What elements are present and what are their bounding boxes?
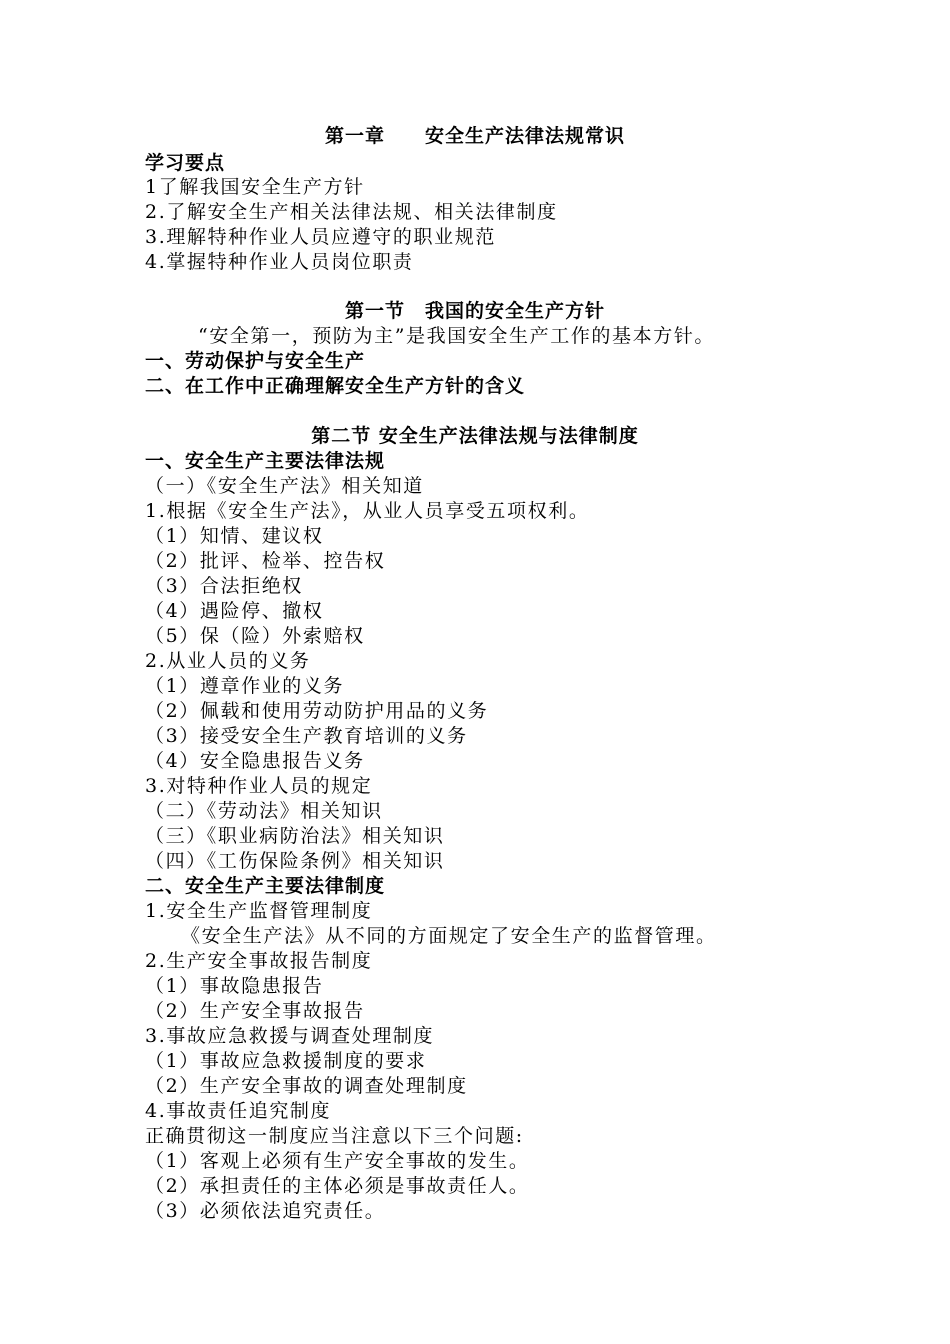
list-item: 2.从业人员的义务: [145, 650, 311, 672]
list-item: （3）合法拒绝权: [145, 575, 303, 597]
list-item: （2）承担责任的主体必须是事故责任人。: [145, 1175, 530, 1197]
list-item: （1）知情、建议权: [145, 525, 324, 547]
list-item: 1.安全生产监督管理制度: [145, 900, 373, 922]
study-point-item: 1了解我国安全生产方针: [145, 176, 365, 198]
list-item: 1.根据《安全生产法》，从业人员享受五项权利。: [145, 500, 590, 522]
list-item: （2）生产安全事故报告: [145, 1000, 365, 1022]
list-item: （一）《安全生产法》相关知道: [145, 475, 424, 497]
list-item: 3.对特种作业人员的规定: [145, 775, 373, 797]
list-item: （三）《职业病防治法》相关知识: [145, 825, 445, 847]
section1-paragraph: “安全第一，预防为主”是我国安全生产工作的基本方针。: [198, 325, 716, 347]
list-item: （2）批评、检举、控告权: [145, 550, 386, 572]
list-item: （1）事故隐患报告: [145, 975, 324, 997]
list-item: （4）安全隐患报告义务: [145, 750, 365, 772]
list-item: （1）事故应急救援制度的要求: [145, 1050, 427, 1072]
list-item: （5）保（险）外索赔权: [145, 625, 365, 647]
paragraph: 《安全生产法》从不同的方面规定了安全生产的监督管理。: [181, 925, 717, 947]
list-item: （2）佩载和使用劳动防护用品的义务: [145, 700, 489, 722]
list-item: （四）《工伤保险条例》相关知识: [145, 850, 445, 872]
list-item: （4）遇险停、撤权: [145, 600, 324, 622]
chapter-title: 第一章 安全生产法律法规常识: [324, 125, 625, 147]
list-item: 2.生产安全事故报告制度: [145, 950, 373, 972]
list-item: （3）接受安全生产教育培训的义务: [145, 725, 468, 747]
section2-title: 第二节 安全生产法律法规与法律制度: [311, 425, 639, 447]
study-point-item: 2.了解安全生产相关法律法规、相关法律制度: [145, 201, 558, 223]
section2-part2-heading: 二、安全生产主要法律制度: [145, 875, 386, 897]
list-item: （1）客观上必须有生产安全事故的发生。: [145, 1150, 530, 1172]
list-item: （二）《劳动法》相关知识: [145, 800, 383, 822]
section2-part1-heading: 一、安全生产主要法律法规: [145, 450, 386, 472]
list-item: 3.事故应急救援与调查处理制度: [145, 1025, 435, 1047]
section1-heading: 二、在工作中正确理解安全生产方针的含义: [145, 375, 526, 397]
study-point-item: 3.理解特种作业人员应遵守的职业规范: [145, 226, 496, 248]
list-item: （3）必须依法追究责任。: [145, 1200, 386, 1222]
list-item: 4.事故责任追究制度: [145, 1100, 332, 1122]
list-item: （1）遵章作业的义务: [145, 675, 345, 697]
study-point-item: 4.掌握特种作业人员岗位职责: [145, 251, 414, 273]
section1-heading: 一、劳动保护与安全生产: [145, 350, 366, 372]
study-points-heading: 学习要点: [145, 152, 226, 174]
paragraph: 正确贯彻这一制度应当注意以下三个问题:: [145, 1125, 524, 1147]
list-item: （2）生产安全事故的调查处理制度: [145, 1075, 468, 1097]
section1-title: 第一节 我国的安全生产方针: [344, 300, 605, 322]
